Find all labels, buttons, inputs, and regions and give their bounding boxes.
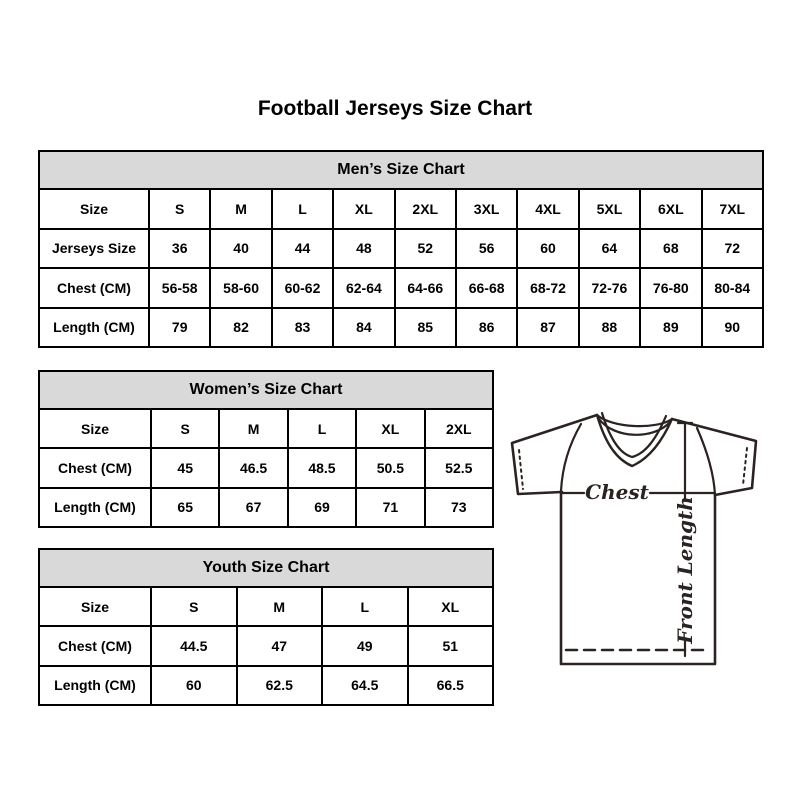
- men-value-cell: 62-64: [333, 268, 394, 308]
- youth-column-header: M: [237, 587, 323, 626]
- women-value-cell: 73: [425, 488, 493, 527]
- men-value-cell: 68-72: [517, 268, 578, 308]
- men-column-header: 4XL: [517, 189, 578, 229]
- youth-row-label: Chest (CM): [39, 626, 151, 665]
- men-value-cell: 66-68: [456, 268, 517, 308]
- women-size-table: [38, 370, 494, 528]
- jersey-left-armhole-seam: [561, 424, 581, 491]
- men-table-row: [39, 268, 763, 308]
- men-value-cell: 82: [210, 308, 271, 348]
- men-column-header: M: [210, 189, 271, 229]
- men-value-cell: 44: [272, 229, 333, 269]
- youth-value-cell: 60: [151, 666, 237, 705]
- women-value-cell: 48.5: [288, 448, 356, 487]
- jersey-right-cuff-dotted-line: [743, 448, 747, 485]
- men-row-label: Chest (CM): [39, 268, 149, 308]
- womens-size-table-container: [38, 370, 494, 528]
- men-size-header-label: Size: [39, 189, 149, 229]
- women-value-cell: 45: [151, 448, 219, 487]
- men-value-cell: 89: [640, 308, 701, 348]
- men-size-table: [38, 150, 764, 348]
- men-value-cell: 88: [579, 308, 640, 348]
- men-table-row: [39, 308, 763, 348]
- youth-table-row: [39, 666, 493, 705]
- jersey-collar-outer-v: [597, 415, 672, 466]
- men-value-cell: 76-80: [640, 268, 701, 308]
- men-row-label: Jerseys Size: [39, 229, 149, 269]
- men-table-row: [39, 229, 763, 269]
- men-value-cell: 56-58: [149, 268, 210, 308]
- men-value-cell: 79: [149, 308, 210, 348]
- men-value-cell: 64: [579, 229, 640, 269]
- chest-label: Chest: [585, 480, 649, 504]
- youth-value-cell: 66.5: [408, 666, 494, 705]
- men-value-cell: 60-62: [272, 268, 333, 308]
- women-table-title: Women’s Size Chart: [39, 371, 493, 409]
- men-value-cell: 85: [395, 308, 456, 348]
- men-column-header: XL: [333, 189, 394, 229]
- youth-value-cell: 44.5: [151, 626, 237, 665]
- men-column-header: 6XL: [640, 189, 701, 229]
- women-row-label: Chest (CM): [39, 448, 151, 487]
- women-value-cell: 67: [219, 488, 287, 527]
- women-size-header-label: Size: [39, 409, 151, 448]
- men-value-cell: 83: [272, 308, 333, 348]
- men-value-cell: 87: [517, 308, 578, 348]
- men-value-cell: 84: [333, 308, 394, 348]
- youth-size-header-label: Size: [39, 587, 151, 626]
- men-column-header: S: [149, 189, 210, 229]
- men-value-cell: 40: [210, 229, 271, 269]
- youth-size-table-container: [38, 548, 494, 706]
- women-table-row: [39, 448, 493, 487]
- men-column-header: 7XL: [702, 189, 763, 229]
- men-column-header: 5XL: [579, 189, 640, 229]
- men-value-cell: 90: [702, 308, 763, 348]
- women-value-cell: 69: [288, 488, 356, 527]
- mens-size-table-container: [38, 150, 764, 348]
- women-value-cell: 46.5: [219, 448, 287, 487]
- jersey-measurement-diagram: [504, 398, 766, 672]
- men-column-header: L: [272, 189, 333, 229]
- jersey-collar-back-curve-1: [597, 415, 672, 426]
- youth-value-cell: 64.5: [322, 666, 408, 705]
- youth-value-cell: 62.5: [237, 666, 323, 705]
- women-column-header: 2XL: [425, 409, 493, 448]
- women-column-header: S: [151, 409, 219, 448]
- men-value-cell: 64-66: [395, 268, 456, 308]
- youth-size-table: [38, 548, 494, 706]
- youth-row-label: Length (CM): [39, 666, 151, 705]
- men-value-cell: 60: [517, 229, 578, 269]
- women-value-cell: 71: [356, 488, 424, 527]
- men-row-label: Length (CM): [39, 308, 149, 348]
- youth-column-header: S: [151, 587, 237, 626]
- men-value-cell: 72: [702, 229, 763, 269]
- jersey-left-cuff-dotted-line: [519, 450, 523, 489]
- men-value-cell: 56: [456, 229, 517, 269]
- youth-table-row: [39, 626, 493, 665]
- youth-value-cell: 51: [408, 626, 494, 665]
- men-value-cell: 68: [640, 229, 701, 269]
- page-title: Football Jerseys Size Chart: [257, 97, 533, 120]
- men-column-header: 2XL: [395, 189, 456, 229]
- men-value-cell: 58-60: [210, 268, 271, 308]
- women-value-cell: 50.5: [356, 448, 424, 487]
- front-length-label: Front Length: [673, 496, 697, 644]
- youth-table-title: Youth Size Chart: [39, 549, 493, 587]
- youth-value-cell: 49: [322, 626, 408, 665]
- youth-column-header: L: [322, 587, 408, 626]
- women-row-label: Length (CM): [39, 488, 151, 527]
- women-column-header: M: [219, 409, 287, 448]
- women-table-row: [39, 488, 493, 527]
- youth-column-header: XL: [408, 587, 494, 626]
- men-value-cell: 72-76: [579, 268, 640, 308]
- men-table-title: Men’s Size Chart: [39, 151, 763, 189]
- youth-value-cell: 47: [237, 626, 323, 665]
- men-value-cell: 36: [149, 229, 210, 269]
- women-column-header: XL: [356, 409, 424, 448]
- women-column-header: L: [288, 409, 356, 448]
- jersey-right-armhole-seam: [697, 428, 715, 495]
- men-column-header: 3XL: [456, 189, 517, 229]
- men-value-cell: 86: [456, 308, 517, 348]
- men-value-cell: 52: [395, 229, 456, 269]
- men-value-cell: 48: [333, 229, 394, 269]
- women-value-cell: 65: [151, 488, 219, 527]
- men-value-cell: 80-84: [702, 268, 763, 308]
- women-value-cell: 52.5: [425, 448, 493, 487]
